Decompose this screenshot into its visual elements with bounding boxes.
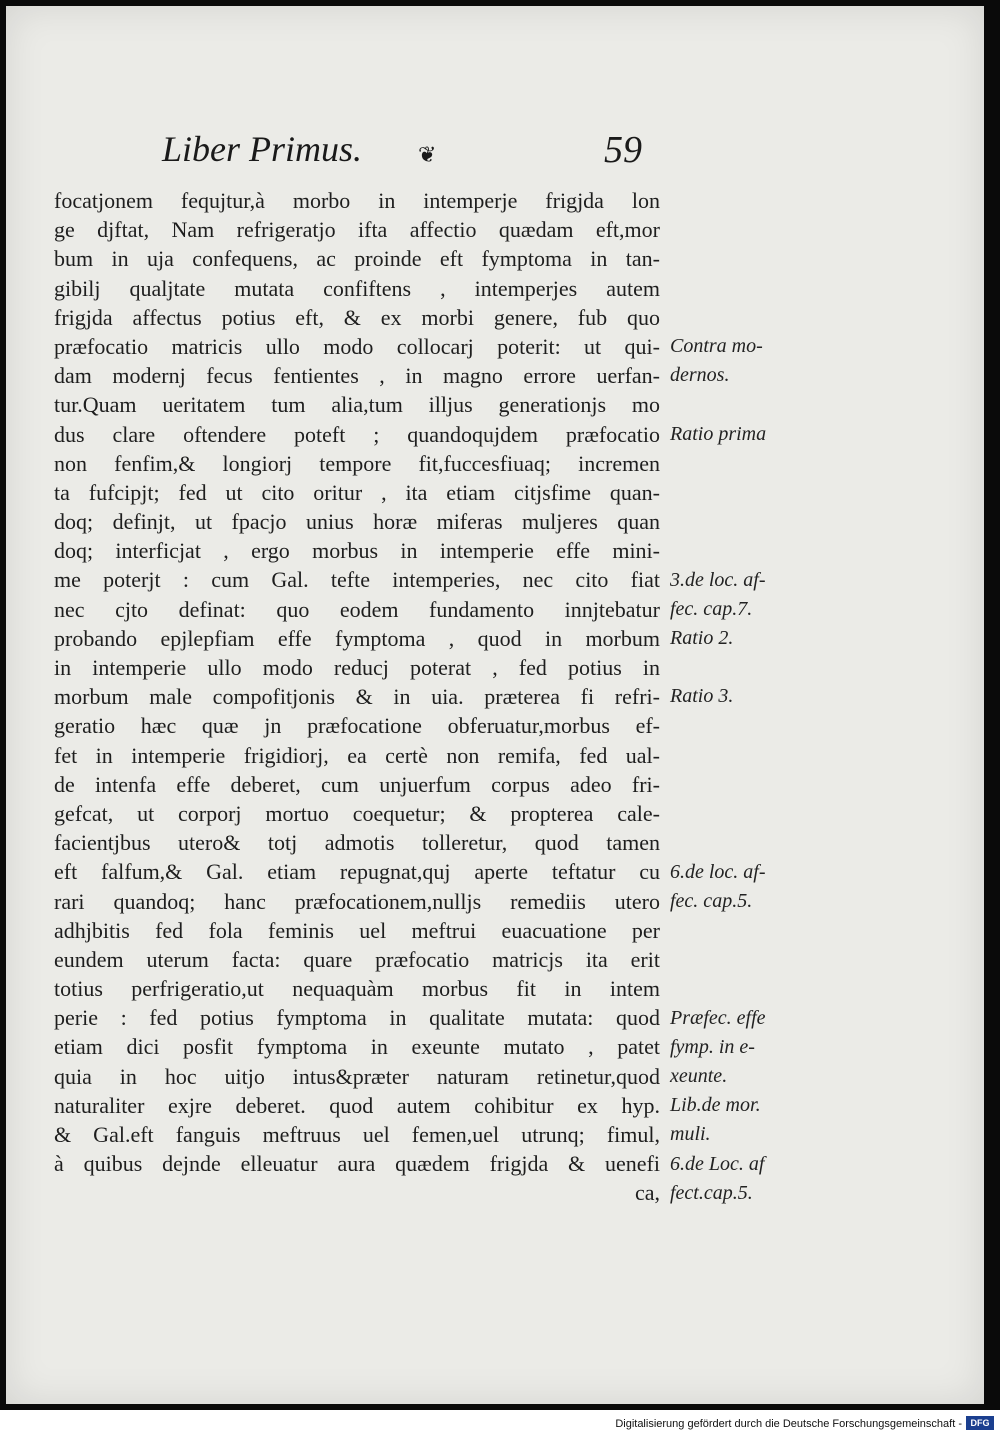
text-line: probando epjlepfiam effe fymptoma , quod in morbum	[54, 625, 660, 651]
text-line: adhjbitis fed fola feminis uel meftrui euacuatione per	[54, 917, 660, 943]
text-line: doq; interficjat , ergo morbus in intemperie effe mini-	[54, 538, 660, 564]
text-line: geratio hæc quæ jn præfocatione obferuatur,morbus ef-	[54, 713, 660, 739]
text-line: quia in hoc uitjo intus&præter naturam retinetur,quod	[54, 1063, 660, 1089]
margin-note: Lib.de mor.	[670, 1094, 761, 1117]
margin-note: fect.cap.5.	[670, 1181, 753, 1204]
text-line: me poterjt : cum Gal. tefte intemperies, nec cito fiat	[54, 567, 660, 593]
margin-note: 3.de loc. af-	[670, 568, 766, 591]
text-line: totius perfrigeratio,ut nequaquàm morbus fit in intem	[54, 976, 660, 1002]
text-line: eundem uterum facta: quare præfocatio matricjs ita erit	[54, 946, 660, 972]
book-page	[6, 6, 984, 1404]
margin-note: fec. cap.5.	[670, 889, 753, 912]
text-line: præfocatio matricis ullo modo collocarj poterit: ut qui-	[54, 333, 660, 359]
text-line: ta fufcipjt; fed ut cito oritur , ita etiam citjsfime quan-	[54, 479, 660, 505]
margin-note: Ratio prima	[670, 422, 767, 445]
text-line: tur.Quam ueritatem tum alia,tum illjus generationjs mo	[54, 392, 660, 418]
funding-credit: Digitalisierung gefördert durch die Deutsche Forschungsgemeinschaft -	[615, 1418, 962, 1430]
fleuron-ornament-icon: ❦	[418, 142, 437, 167]
text-line: dam modernj fecus fentientes , in magno errore uerfan-	[54, 363, 660, 389]
text-line: doq; definjt, ut fpacjo unius horæ miferas muljeres quan	[54, 509, 660, 535]
text-line: de intenfa effe deberet, cum unjuerfum corpus adeo fri-	[54, 771, 660, 797]
body-text	[54, 186, 660, 1208]
text-line: dus clare oftendere poteft ; quandoqujdem præfocatio	[54, 421, 660, 447]
text-line: fet in intemperie frigidiorj, ea certè non remifa, fed ual-	[54, 742, 660, 768]
text-line: eft falfum,& Gal. etiam repugnat,quj aperte teftatur cu	[54, 859, 660, 885]
margin-note: fymp. in e-	[670, 1035, 755, 1058]
margin-note: 6.de Loc. af	[670, 1152, 765, 1175]
text-line: in intemperie ullo modo reducj poterat , fed potius in	[54, 655, 660, 680]
text-line: morbum male compofitjonis & in uia. præterea fi refri-	[54, 684, 660, 710]
text-line: gibilj qualjtate mutata confiftens , intemperjes autem	[54, 275, 660, 301]
text-line: facientjbus utero& totj admotis tolleretur, quod tamen	[54, 830, 660, 856]
text-line: non fenfim,& longiorj tempore fit,fuccesfiuaq; incremen	[54, 450, 660, 476]
text-line: ca,	[634, 1180, 660, 1206]
margin-note: Contra mo-	[670, 335, 763, 357]
margin-note: Ratio 3.	[670, 685, 734, 708]
text-line: frigjda affectus potius eft, & ex morbi genere, fub quo	[54, 304, 660, 330]
text-line: gefcat, ut corporj mortuo coequetur; & propterea cale-	[54, 800, 660, 826]
margin-note: xeunte.	[670, 1065, 728, 1087]
margin-note: Præfec. effe	[670, 1006, 766, 1029]
text-line: naturaliter exjre deberet. quod autem cohibitur ex hyp.	[54, 1092, 660, 1118]
margin-note: muli.	[670, 1123, 711, 1146]
text-line: perie : fed potius fymptoma in qualitate mutata: quod	[54, 1005, 660, 1031]
text-line: etiam dici posfit fymptoma in exeunte mutato , patet	[54, 1034, 660, 1060]
running-head: Liber Primus.	[162, 129, 363, 169]
text-line: focatjonem fequjtur,à morbo in intemperje frigjda lon	[54, 188, 660, 213]
margin-note: fec. cap.7.	[670, 597, 753, 620]
text-line: rari quandoq; hanc præfocationem,nulljs remediis utero	[54, 888, 660, 914]
page-number: 59	[604, 129, 642, 171]
text-line: & Gal.eft fanguis meftruus uel femen,uel utrunq; fimul,	[54, 1122, 660, 1147]
margin-note: Ratio 2.	[670, 627, 734, 649]
margin-note: dernos.	[670, 364, 730, 387]
page-header	[156, 128, 676, 178]
text-line: à quibus dejnde elleuatur aura quædem frigjda & uenefi	[54, 1151, 660, 1177]
text-line: bum in uja confequens, ac proinde eft fymptoma in tan-	[54, 246, 660, 272]
margin-note: 6.de loc. af-	[670, 860, 766, 883]
text-line: ge djftat, Nam refrigeratjo ifta affectio quædam eft,mor	[54, 217, 660, 243]
text-line: nec cjto definat: quo eodem fundamento innjtebatur	[54, 596, 660, 622]
dfg-logo: DFG	[966, 1416, 994, 1430]
digitization-footer	[0, 1410, 1000, 1437]
